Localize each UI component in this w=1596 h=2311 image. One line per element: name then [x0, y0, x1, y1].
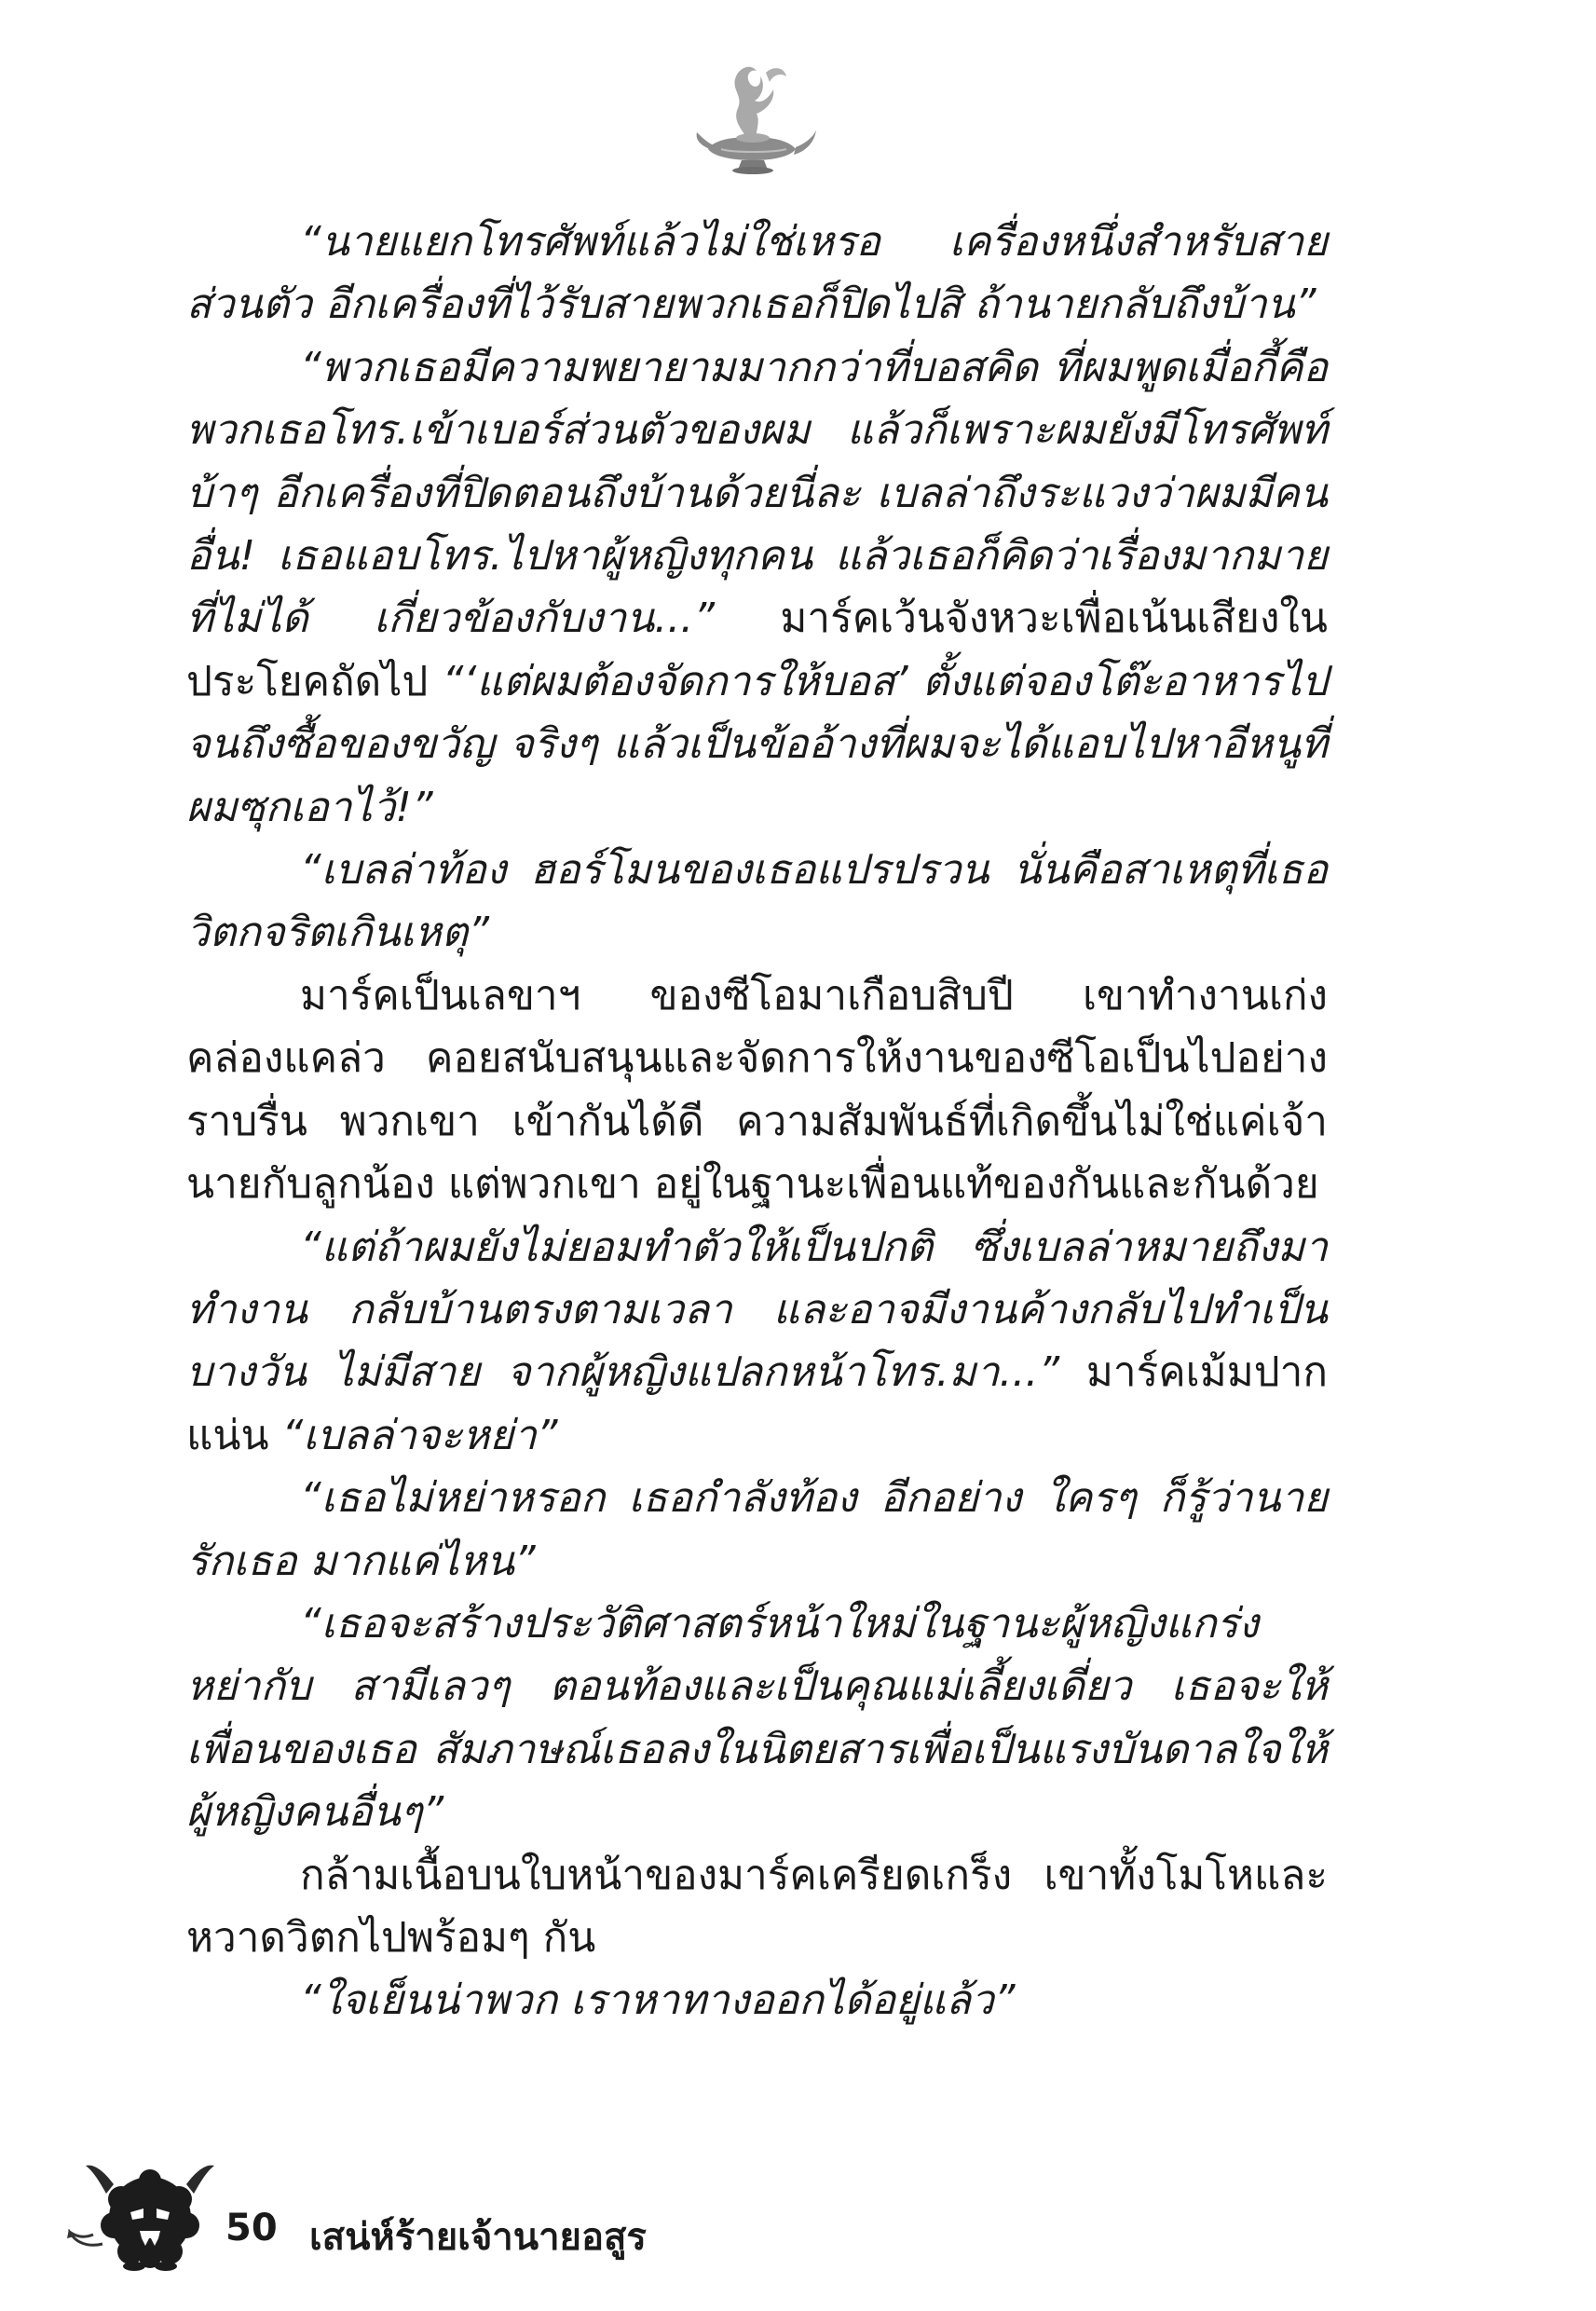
paragraph-2 — [186, 336, 1328, 839]
paragraph-3 — [186, 839, 1328, 964]
paragraph-9 — [186, 1969, 1328, 2031]
paragraph-5-text: “แต่ถ้าผมยังไม่ยอมทำตัวให้เป็นปกติ ซึ่งเบลล่าหมายถึงมาทำงาน กลับบ้านตรงตามเวลา และอาจมีงานค้างกลับไปทำเป็นบางวัน ไม่มีสาย จากผู้หญิงแปลกหน้าโทร.มา...” — [186, 1223, 1328, 1397]
page-number: 50 — [225, 2207, 278, 2249]
paragraph-1 — [186, 211, 1328, 336]
paragraph-8-text: กล้ามเนื้อบนใบหน้าของมาร์คเครียดเกร็ง เขาทั้งโมโหและ หวาดวิตกไปพร้อมๆ กัน — [186, 1851, 1328, 1962]
magic-lamp-icon — [676, 56, 825, 177]
monster-mascot-icon — [65, 2143, 224, 2274]
paragraph-7-text: “เธอจะสร้างประวัติศาสตร์หน้าใหม่ในฐานะผู้หญิงแกร่ง หย่ากับ สามีเลวๆ ตอนท้องและเป็นคุณแม่เลี้ยงเดี่ยว เธอจะให้เพื่อนของเธอ สัมภาษณ์เธอลงในนิตยสารเพื่อเป็นแรงบันดาลใจให้ผู้หญิงคนอื่นๆ” — [186, 1599, 1328, 1837]
paragraph-5-quote: “เบลล่าจะหย่า” — [268, 1411, 558, 1459]
book-title: เสน่ห์ร้ายเจ้านายอสูร — [309, 2216, 647, 2259]
paragraph-8 — [186, 1844, 1328, 1970]
paragraph-3-text: “เบลล่าท้อง ฮอร์โมนของเธอแปรปรวน นั่นคือสาเหตุที่เธอ วิตกจริตเกินเหตุ” — [186, 846, 1328, 957]
paragraph-2-text: “พวกเธอมีความพยายามมากกว่าที่บอสคิด ที่ผมพูดเมื่อกี้คือ พวกเธอโทร.เข้าเบอร์ส่วนตัวของผม แล้วก็เพราะผมยังมีโทรศัพท์บ้าๆ อีกเครื่องที่ปิดตอนถึงบ้านด้วยนี่ละ เบลล่าถึงระแวงว่าผมมีคนอื่น! เธอแอบโทร.ไปหาผู้หญิงทุกคน แล้วเธอก็คิดว่าเรื่องมากมายที่ไม่ได้ เกี่ยวข้องกับงาน...” — [186, 343, 1328, 643]
paragraph-6 — [186, 1467, 1328, 1593]
paragraph-5-narration: มาร์คเม้มปากแน่น — [186, 1348, 1328, 1459]
body-text — [186, 211, 1328, 2032]
paragraph-2-narration: มาร์คเว้นจังหวะเพื่อเน้นเสียงในประโยคถัดไป — [186, 595, 1328, 705]
paragraph-6-text: “เธอไม่หย่าหรอก เธอกำลังท้อง อีกอย่าง ใครๆ ก็รู้ว่านายรักเธอ มากแค่ไหน” — [186, 1474, 1328, 1585]
paragraph-5 — [186, 1216, 1328, 1468]
paragraph-2-quote: “‘แต่ผมต้องจัดการให้บอส’ ตั้งแต่จองโต๊ะอาหารไปจนถึงซื้อของขวัญ จริงๆ แล้วเป็นข้ออ้างที่ผมจะได้แอบไปหาอีหนูที่ผมซุกเอาไว้!” — [186, 657, 1328, 831]
paragraph-4-text: มาร์คเป็นเลขาฯ ของซีโอมาเกือบสิบปี เขาทำงานเก่ง คล่องแคล่ว คอยสนับสนุนและจัดการให้งานของซีโอเป็นไปอย่างราบรื่น พวกเขา เข้ากันได้ดี ความสัมพันธ์ที่เกิดขึ้นไม่ใช่แค่เจ้านายกับลูกน้อง แต่พวกเขา อยู่ในฐานะเพื่อนแท้ของกันและกันด้วย — [186, 971, 1328, 1209]
page-footer — [65, 2143, 717, 2274]
paragraph-7 — [186, 1593, 1328, 1844]
paragraph-4 — [186, 964, 1328, 1216]
paragraph-1-text: “นายแยกโทรศัพท์แล้วไม่ใช่เหรอ เครื่องหนึ่งสำหรับสายส่วนตัว อีกเครื่องที่ไว้รับสายพวกเธอก็ปิดไปสิ ถ้านายกลับถึงบ้าน” — [186, 218, 1328, 329]
paragraph-9-text: “ใจเย็นน่าพวก เราหาทางออกได้อยู่แล้ว” — [300, 1976, 1016, 2025]
